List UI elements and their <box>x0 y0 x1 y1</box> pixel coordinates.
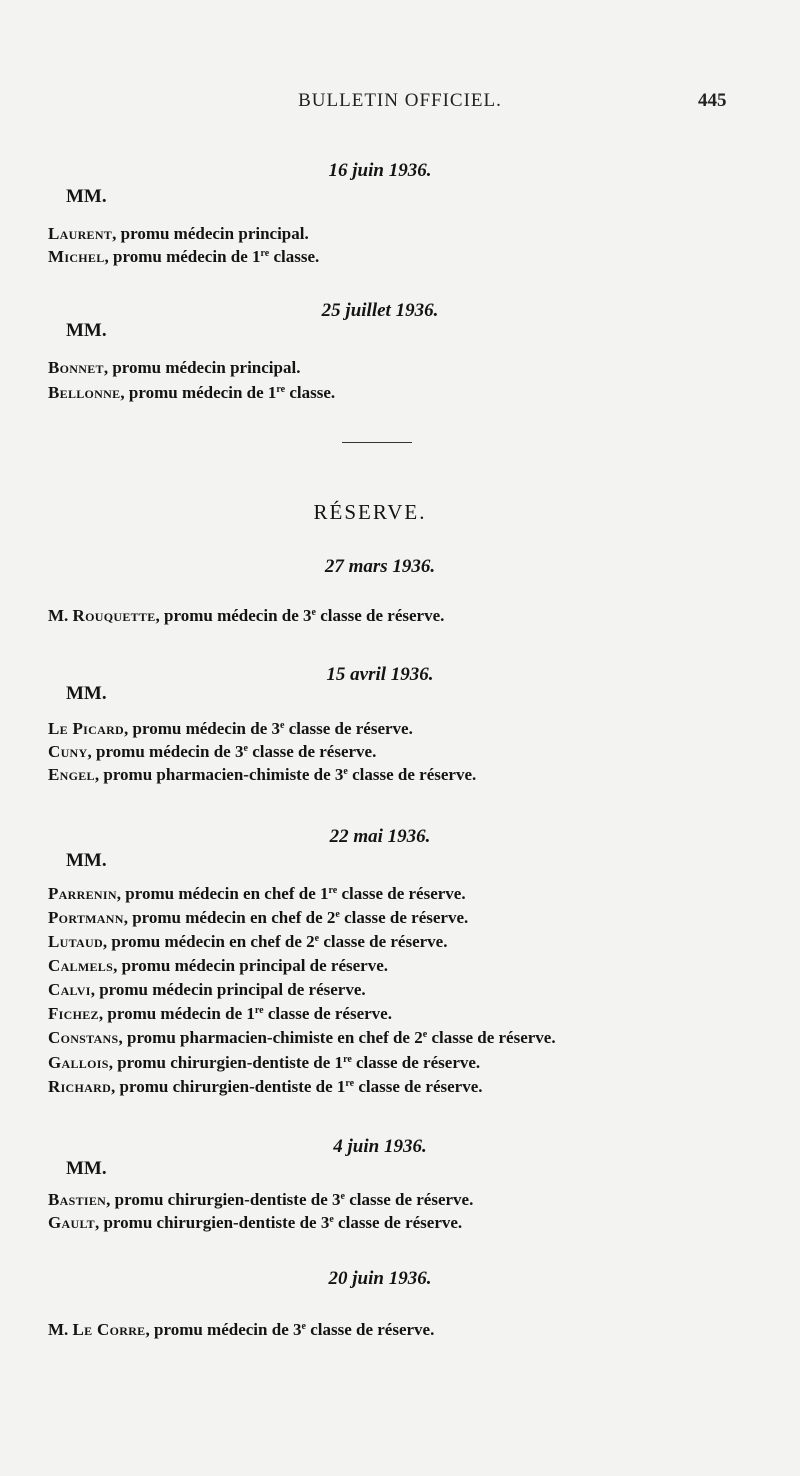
person-name: Le Picard <box>48 719 125 738</box>
person-name: Engel <box>48 765 95 784</box>
entry-text: , promu médecin principal de réserve. <box>113 956 389 975</box>
promotion-entry <box>48 224 309 244</box>
entry-text-end: classe de réserve. <box>337 884 466 903</box>
entry-text-end: classe de réserve. <box>354 1077 483 1096</box>
promotion-entry <box>48 247 319 267</box>
person-name: Rouquette <box>72 606 156 625</box>
promotion-entry <box>48 884 466 904</box>
entry-text-end: classe de réserve. <box>344 1190 474 1209</box>
promotion-entry <box>48 765 476 785</box>
mm-label: MM. <box>66 186 107 207</box>
promotion-entry <box>48 1053 480 1073</box>
ordinal-suffix: re <box>254 1005 264 1016</box>
entry-text-end: classe de réserve. <box>247 742 377 761</box>
person-name: Portmann <box>48 908 124 927</box>
ordinal-suffix: e <box>422 1029 428 1040</box>
ordinal-suffix: re <box>260 248 270 259</box>
entry-text: , promu pharmacien-chimiste en chef de 2 <box>118 1028 423 1047</box>
section-divider <box>342 442 412 443</box>
person-name: Le Corre <box>72 1320 146 1339</box>
promotion-entry <box>48 1077 483 1097</box>
entry-text: , promu médecin de 3 <box>145 1320 302 1339</box>
entry-text: , promu médecin en chef de 2 <box>123 908 336 927</box>
entry-text: , promu médecin en chef de 1 <box>116 884 329 903</box>
ordinal-suffix: e <box>329 1214 334 1225</box>
page-number: 445 <box>698 90 727 111</box>
mm-label: MM. <box>66 320 107 341</box>
person-name: Constans <box>48 1028 119 1047</box>
ordinal-suffix: e <box>301 1321 306 1332</box>
entry-text-end: classe de réserve. <box>333 1213 463 1232</box>
entry-text-end: classe de réserve. <box>347 765 477 784</box>
ordinal-suffix: e <box>335 909 340 920</box>
entry-text: , promu médecin principal. <box>103 358 301 377</box>
entry-text: , promu médecin en chef de 2 <box>102 932 315 951</box>
promotion-entry <box>48 1213 462 1233</box>
ordinal-suffix: e <box>280 720 285 731</box>
person-name: Cuny <box>48 742 88 761</box>
promotion-entry <box>48 742 376 762</box>
entry-text-end: classe. <box>285 383 336 402</box>
promotion-entry <box>48 719 413 739</box>
entry-text-end: classe de réserve. <box>263 1004 392 1023</box>
section-date: 25 juillet 1936. <box>321 300 439 321</box>
section-date: 16 juin 1936. <box>328 160 432 181</box>
entry-text: , promu médecin de 1 <box>120 383 277 402</box>
promotion-entry <box>48 1320 434 1340</box>
mm-label: MM. <box>66 683 107 704</box>
promotion-entry <box>48 358 300 378</box>
ordinal-suffix: re <box>328 885 338 896</box>
ordinal-suffix: e <box>314 933 320 944</box>
ordinal-suffix: e <box>340 1191 345 1202</box>
entry-text-end: classe de réserve. <box>427 1028 556 1047</box>
entry-text: , promu médecin de 3 <box>87 742 244 761</box>
entry-text-end: classe de réserve. <box>284 719 413 738</box>
entry-text-end: classe de réserve. <box>319 932 448 951</box>
person-name: Richard <box>48 1077 112 1096</box>
person-name: Laurent <box>48 224 113 243</box>
promotion-entry <box>48 1028 556 1048</box>
person-name: Michel <box>48 247 105 266</box>
promotion-entry <box>48 980 366 1000</box>
person-name: Lutaud <box>48 932 103 951</box>
entry-text: , promu médecin principal de réserve. <box>90 980 366 999</box>
person-name: Parrenin <box>48 884 117 903</box>
entry-text-end: classe de réserve. <box>351 1053 481 1072</box>
entry-text-end: classe de réserve. <box>339 908 469 927</box>
entry-text: , promu chirurgien-dentiste de 3 <box>106 1190 341 1209</box>
entry-text: , promu chirurgien-dentiste de 3 <box>94 1213 330 1232</box>
entry-text: , promu pharmacien-chimiste de 3 <box>94 765 344 784</box>
mm-label: MM. <box>66 850 107 871</box>
section-date: 4 juin 1936. <box>333 1136 427 1157</box>
section-date: 27 mars 1936. <box>324 556 436 577</box>
mm-label: MM. <box>66 1158 107 1179</box>
entry-text: , promu chirurgien-dentiste de 1 <box>108 1053 344 1072</box>
bulletin-header-title: BULLETIN OFFICIEL. <box>298 90 502 111</box>
person-name: Gallois <box>48 1053 109 1072</box>
ordinal-suffix: re <box>345 1078 355 1089</box>
entry-text: , promu médecin de 3 <box>124 719 281 738</box>
person-name: Gault <box>48 1213 95 1232</box>
entry-text-end: classe de réserve. <box>316 606 445 625</box>
ordinal-suffix: e <box>311 607 316 618</box>
entry-text-end: classe. <box>269 247 320 266</box>
person-name: Bellonne <box>48 383 121 402</box>
promotion-entry <box>48 1004 392 1024</box>
entry-text: , promu médecin principal. <box>112 224 309 243</box>
ordinal-suffix: e <box>343 766 348 777</box>
person-name: Bastien <box>48 1190 107 1209</box>
honorific: M. <box>48 606 73 625</box>
entry-text: , promu médecin de 3 <box>155 606 312 625</box>
section-date: 15 avril 1936. <box>326 664 434 685</box>
person-name: Fichez <box>48 1004 99 1023</box>
promotion-entry <box>48 1190 473 1210</box>
promotion-entry <box>48 383 335 403</box>
promotion-entry <box>48 932 447 952</box>
promotion-entry <box>48 908 468 928</box>
section-date: 22 mai 1936. <box>329 826 431 847</box>
section-date: 20 juin 1936. <box>328 1268 432 1289</box>
reserve-heading: RÉSERVE. <box>313 500 427 524</box>
promotion-entry <box>48 606 444 626</box>
person-name: Calmels <box>48 956 114 975</box>
ordinal-suffix: e <box>243 743 248 754</box>
honorific: M. <box>48 1320 73 1339</box>
person-name: Bonnet <box>48 358 104 377</box>
entry-text: , promu médecin de 1 <box>98 1004 255 1023</box>
ordinal-suffix: re <box>343 1054 352 1065</box>
entry-text: , promu chirurgien-dentiste de 1 <box>111 1077 346 1096</box>
entry-text-end: classe de réserve. <box>305 1320 435 1339</box>
ordinal-suffix: re <box>276 384 286 395</box>
promotion-entry <box>48 956 388 976</box>
entry-text: , promu médecin de 1 <box>104 247 261 266</box>
person-name: Calvi <box>48 980 91 999</box>
